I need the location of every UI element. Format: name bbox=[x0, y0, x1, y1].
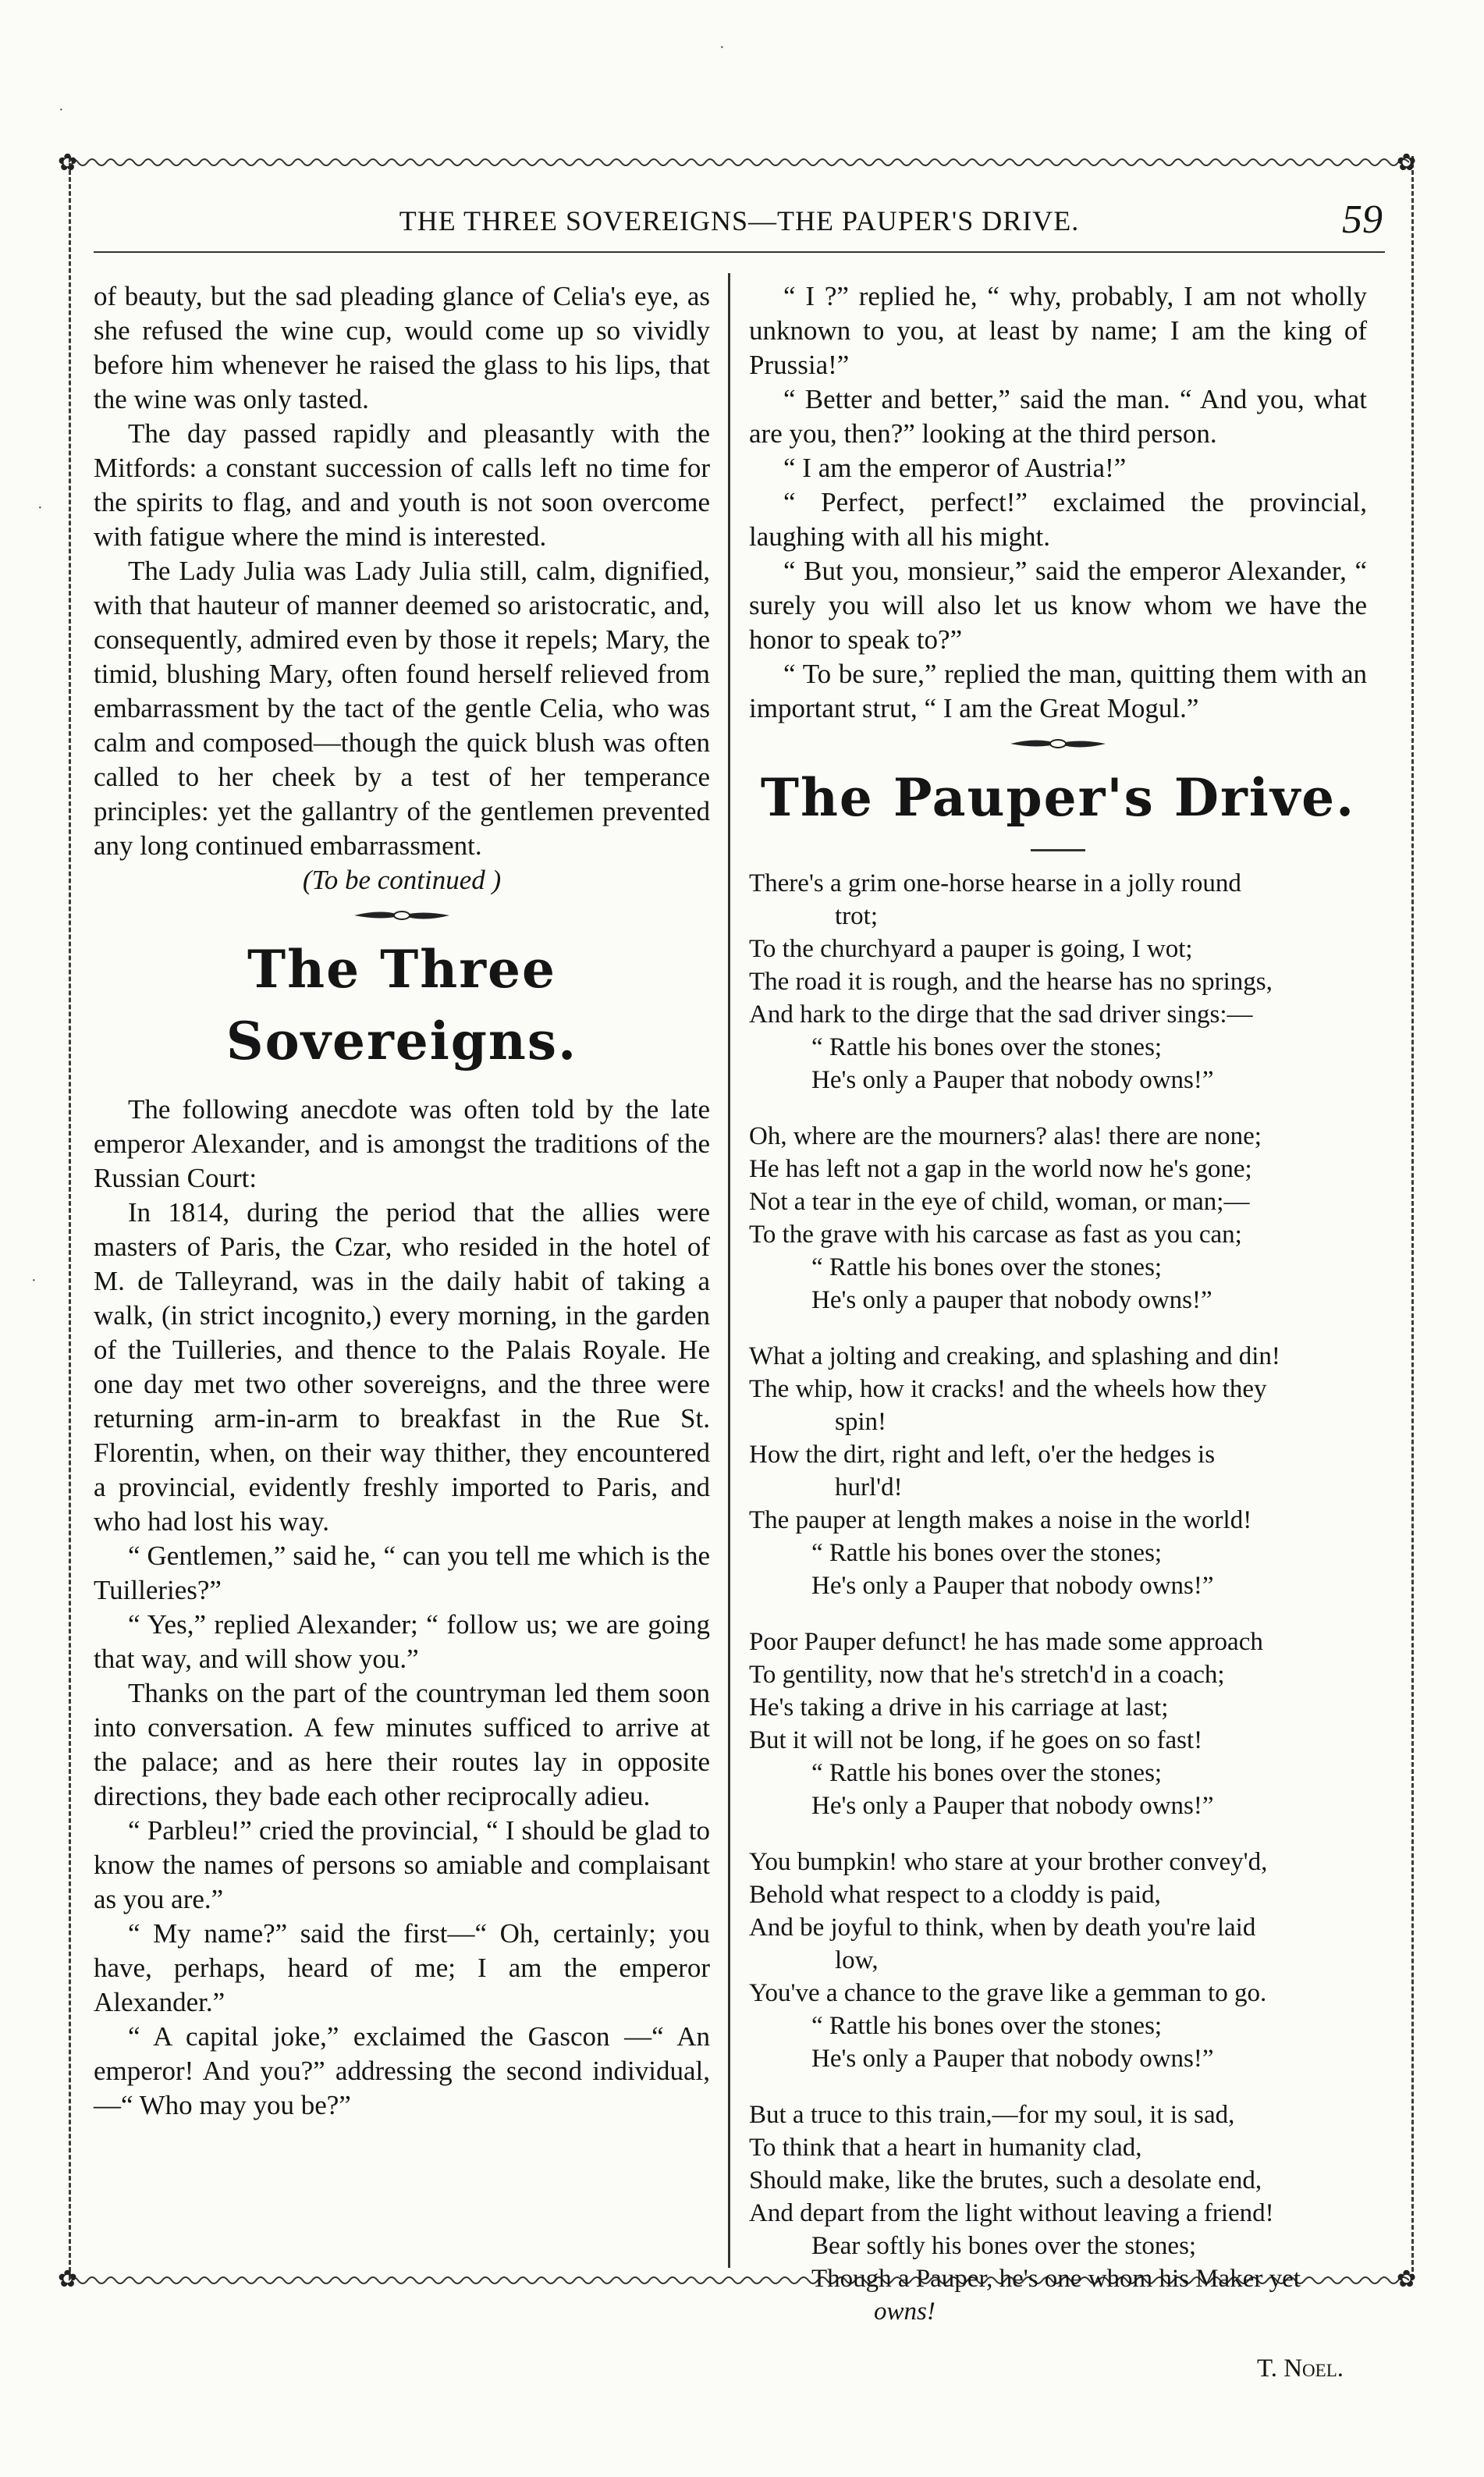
corner-ornament-icon: ✿ bbox=[1397, 2266, 1417, 2292]
running-head: THE THREE SOVEREIGNS—THE PAUPER'S DRIVE. bbox=[399, 205, 1080, 236]
paragraph: “ A capital joke,” exclaimed the Gascon —“ An emperor! And you?” addressing the second individual,—“ Who may you be?” bbox=[94, 2021, 710, 2120]
poem-line: The whip, how it cracks! and the wheels how they bbox=[749, 1375, 1267, 1403]
paragraph: “ I am the emperor of Austria!” bbox=[783, 453, 1127, 483]
poem-refrain: He's only a Pauper that nobody owns!” bbox=[811, 2045, 1214, 2073]
poem-line: Though a Pauper, he's one whom his Maker yet bbox=[811, 2265, 1301, 2293]
poem-line: And be joyful to think, when by death you're laid bbox=[749, 1914, 1256, 1942]
header-rule bbox=[94, 251, 1385, 253]
poem-line: The pauper at length makes a noise in the world! bbox=[749, 1506, 1252, 1534]
section-title: The Pauper's Drive. bbox=[760, 767, 1356, 828]
paragraph: “ But you, monsieur,” said the emperor Alexander, “ surely you will also let us know whom we have the honor to speak to?” bbox=[749, 556, 1367, 655]
poem-refrain: He's only a Pauper that nobody owns!” bbox=[811, 1572, 1214, 1600]
poem-line: Bear softly his bones over the stones; bbox=[811, 2232, 1197, 2260]
paragraph: In 1814, during the period that the allies were masters of Paris, the Czar, who resided in the hotel of M. de Talleyrand, was in the daily habit of taking a walk, (in strict incognito,) every morning, in the garden of the Tuilleries, and thence to the Palais Royale. He one day met two other sovereigns, and the three were returning arm-in-arm to breakfast in the Rue St. Florentin, when, on their way thither, they encountered a provincial, evidently freshly imported to Paris, and who had lost his way. bbox=[94, 1197, 710, 1537]
poem-stanza bbox=[749, 1626, 1367, 1822]
poem-line: owns! bbox=[874, 2298, 935, 2326]
paragraph: “ Gentlemen,” said he, “ can you tell me which is the Tuilleries?” bbox=[94, 1541, 710, 1605]
right-column bbox=[749, 279, 1367, 2383]
paragraph: “ To be sure,” replied the man, quitting them with an important strut, “ I am the Great Mogul.” bbox=[749, 659, 1367, 723]
poem-refrain: “ Rattle his bones over the stones; bbox=[811, 1253, 1163, 1281]
poem-line: spin! bbox=[835, 1408, 886, 1436]
section-ornament-icon bbox=[1007, 734, 1109, 754]
paragraph: “ I ?” replied he, “ why, probably, I am not wholly unknown to you, at least by name; I am the king of Prussia!” bbox=[749, 281, 1367, 380]
poem-line: The road it is rough, and the hearse has no springs, bbox=[749, 968, 1273, 996]
poem-line: To gentility, now that he's stretch'd in a coach; bbox=[749, 1661, 1225, 1689]
poem-line: And hark to the dirge that the sad driver sings:— bbox=[749, 1000, 1253, 1029]
section-title: The Three Sovereigns. bbox=[225, 939, 578, 1071]
poem-stanza bbox=[749, 2099, 1367, 2328]
poem-line: Should make, like the brutes, such a desolate end, bbox=[749, 2166, 1262, 2194]
poem-line: How the dirt, right and left, o'er the hedges is bbox=[749, 1441, 1216, 1469]
poem-line: But it will not be long, if he goes on so fast! bbox=[749, 1726, 1203, 1754]
poem-line: To think that a heart in humanity clad, bbox=[749, 2134, 1142, 2162]
paragraph: “ My name?” said the first—“ Oh, certainly; you have, perhaps, heard of me; I am the emperor Alexander.” bbox=[94, 1918, 710, 2017]
poem bbox=[749, 867, 1367, 2328]
left-column bbox=[94, 279, 710, 2262]
poem-line: Poor Pauper defunct! he has made some approach bbox=[749, 1628, 1263, 1656]
poem-refrain: He's only a Pauper that nobody owns!” bbox=[811, 1792, 1214, 1820]
poem-line: There's a grim one-horse hearse in a jolly round bbox=[749, 869, 1241, 897]
column-divider bbox=[728, 273, 730, 2268]
poem-refrain: “ Rattle his bones over the stones; bbox=[811, 1033, 1163, 1061]
paragraph: “ Perfect, perfect!” exclaimed the provincial, laughing with all his might. bbox=[749, 487, 1367, 552]
poem-line: Behold what respect to a cloddy is paid, bbox=[749, 1881, 1161, 1909]
corner-ornament-icon: ✿ bbox=[1397, 150, 1417, 176]
poem-line: He's taking a drive in his carriage at last; bbox=[749, 1693, 1169, 1722]
poem-refrain: He's only a Pauper that nobody owns!” bbox=[811, 1066, 1214, 1094]
poem-stanza bbox=[749, 867, 1367, 1096]
poem-line: He has left not a gap in the world now he's gone; bbox=[749, 1155, 1252, 1183]
corner-ornament-icon: ✿ bbox=[58, 2266, 78, 2292]
poem-stanza bbox=[749, 1120, 1367, 1317]
poem-line: And depart from the light without leaving a friend! bbox=[749, 2199, 1274, 2227]
poem-stanza bbox=[749, 1846, 1367, 2075]
poem-refrain: “ Rattle his bones over the stones; bbox=[811, 1759, 1163, 1787]
section-ornament-icon bbox=[351, 905, 453, 926]
poem-line: low, bbox=[835, 1946, 879, 1974]
paragraph: “ Better and better,” said the man. “ And you, what are you, then?” looking at the third person. bbox=[749, 384, 1367, 449]
paragraph: The Lady Julia was Lady Julia still, calm, dignified, with that hauteur of manner deemed so aristocratic, and, consequently, admired even by those it repels; Mary, the timid, blushing Mary, often found herself relieved from embarrassment by the tact of the gentle Celia, who was calm and composed—though the quick blush was often called to her cheek by a test of her temperance principles: yet the gallantry of the gentlemen prevented any long continued embarrassment. bbox=[94, 556, 710, 861]
page-number: 59 bbox=[1342, 197, 1383, 242]
poem-line: Oh, where are the mourners? alas! there are none; bbox=[749, 1122, 1262, 1150]
paragraph: “ Yes,” replied Alexander; “ follow us; we are going that way, and will show you.” bbox=[94, 1609, 710, 1674]
poem-line: trot; bbox=[835, 902, 878, 930]
poem-line: To the grave with his carcase as fast as you can; bbox=[749, 1221, 1242, 1249]
to-be-continued-note: (To be continued ) bbox=[302, 865, 502, 895]
ink-speck: · bbox=[719, 39, 725, 56]
author-signature: T. Noel. bbox=[1257, 2354, 1344, 2383]
title-rule bbox=[1031, 849, 1085, 851]
poem-line: But a truce to this train,—for my soul, it is sad, bbox=[749, 2101, 1235, 2129]
poem-refrain: He's only a pauper that nobody owns!” bbox=[811, 1286, 1212, 1314]
ink-speck: · bbox=[37, 499, 43, 517]
paragraph: Thanks on the part of the countryman led them soon into conversation. A few minutes sufficed to arrive at the palace; and as here their routes lay in opposite directions, they bade each other reciprocally adieu. bbox=[94, 1678, 710, 1811]
corner-ornament-icon: ✿ bbox=[58, 150, 78, 176]
poem-line: What a jolting and creaking, and splashing and din! bbox=[749, 1342, 1280, 1370]
paragraph: of beauty, but the sad pleading glance of Celia's eye, as she refused the wine cup, would come up so vividly before him whenever he raised the glass to his lips, that the wine was only tasted. bbox=[94, 281, 710, 414]
paragraph: “ Parbleu!” cried the provincial, “ I should be glad to know the names of persons so amiable and complaisant as you are.” bbox=[94, 1815, 710, 1914]
poem-line: You bumpkin! who stare at your brother convey'd, bbox=[749, 1848, 1268, 1876]
poem-refrain: “ Rattle his bones over the stones; bbox=[811, 1539, 1163, 1567]
poem-stanza bbox=[749, 1340, 1367, 1602]
paragraph: The day passed rapidly and pleasantly with the Mitfords: a constant succession of calls left no time for the spirits to flag, and and youth is not soon overcome with fatigue where the mind is interested. bbox=[94, 418, 710, 552]
ink-speck: · bbox=[31, 1272, 37, 1289]
poem-line: hurl'd! bbox=[835, 1473, 903, 1501]
poem-line: Not a tear in the eye of child, woman, or man;— bbox=[749, 1188, 1250, 1216]
poem-line: You've a chance to the grave like a gemman to go. bbox=[749, 1979, 1267, 2007]
ink-speck: · bbox=[59, 101, 64, 119]
poem-refrain: “ Rattle his bones over the stones; bbox=[811, 2012, 1163, 2040]
paragraph: The following anecdote was often told by the late emperor Alexander, and is amongst the traditions of the Russian Court: bbox=[94, 1094, 710, 1193]
poem-line: To the churchyard a pauper is going, I wot; bbox=[749, 935, 1193, 963]
